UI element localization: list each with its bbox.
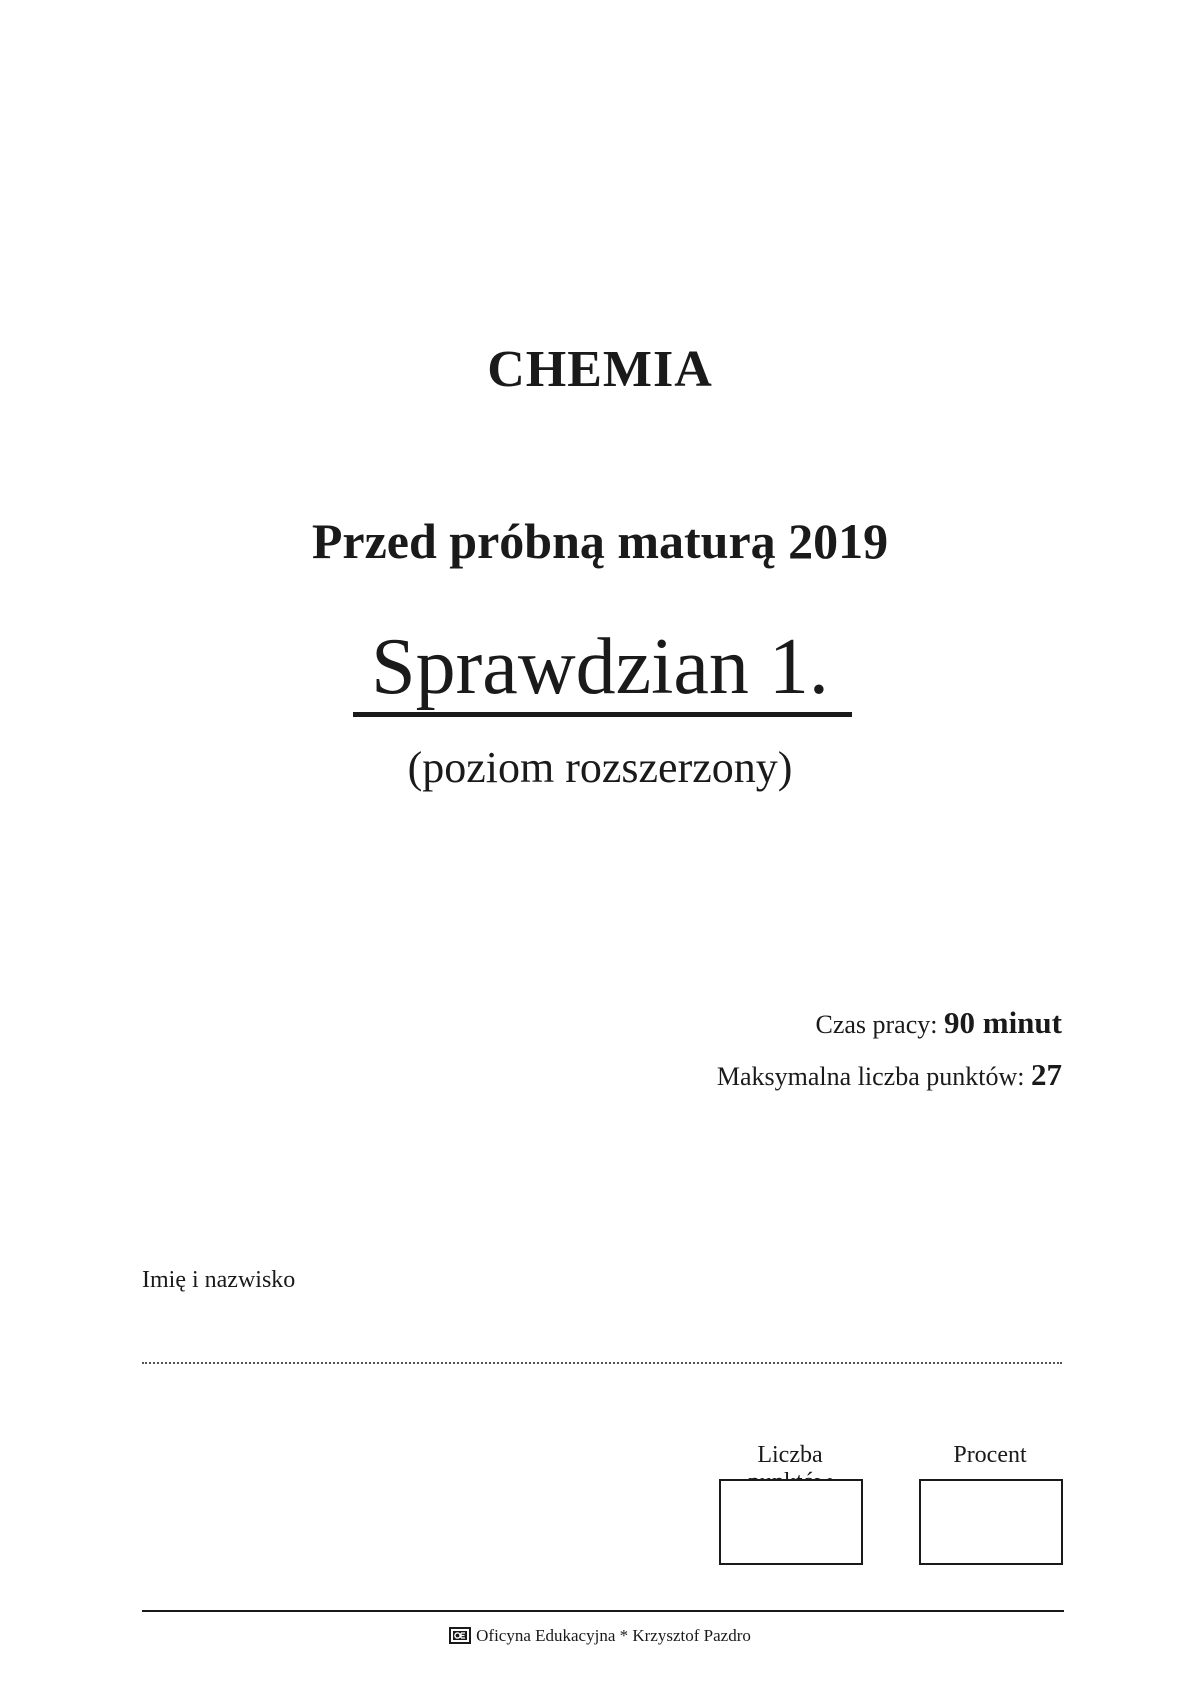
publisher-logo-icon [449, 1627, 471, 1649]
title-underline [353, 712, 852, 717]
work-time [815, 1005, 1062, 1041]
exam-subtitle: Przed próbną maturą 2019 [311, 513, 889, 569]
points-box-label: Liczba [757, 1442, 823, 1468]
percent-box-label: Procent [953, 1442, 1027, 1468]
work-time-value: 90 minut [944, 1005, 1062, 1040]
test-title: Sprawdzian 1. [371, 623, 829, 711]
max-points-label: Maksymalna liczba punktów: [716, 1062, 1025, 1091]
footer-divider [142, 1610, 1064, 1612]
level-label: (poziom rozszerzony) [407, 743, 793, 792]
max-points [717, 1057, 1062, 1093]
points-box[interactable] [719, 1479, 863, 1565]
publisher-name: Oficyna Edukacyjna * Krzysztof Pazdro [476, 1626, 751, 1645]
percent-box[interactable] [919, 1479, 1063, 1565]
name-label: Imię i nazwisko [142, 1267, 296, 1293]
name-field-line[interactable] [142, 1362, 1062, 1364]
subject-title: CHEMIA [487, 341, 713, 398]
max-points-value: 27 [1031, 1057, 1062, 1092]
work-time-label: Czas pracy: [815, 1010, 938, 1039]
footer [0, 1626, 1200, 1649]
